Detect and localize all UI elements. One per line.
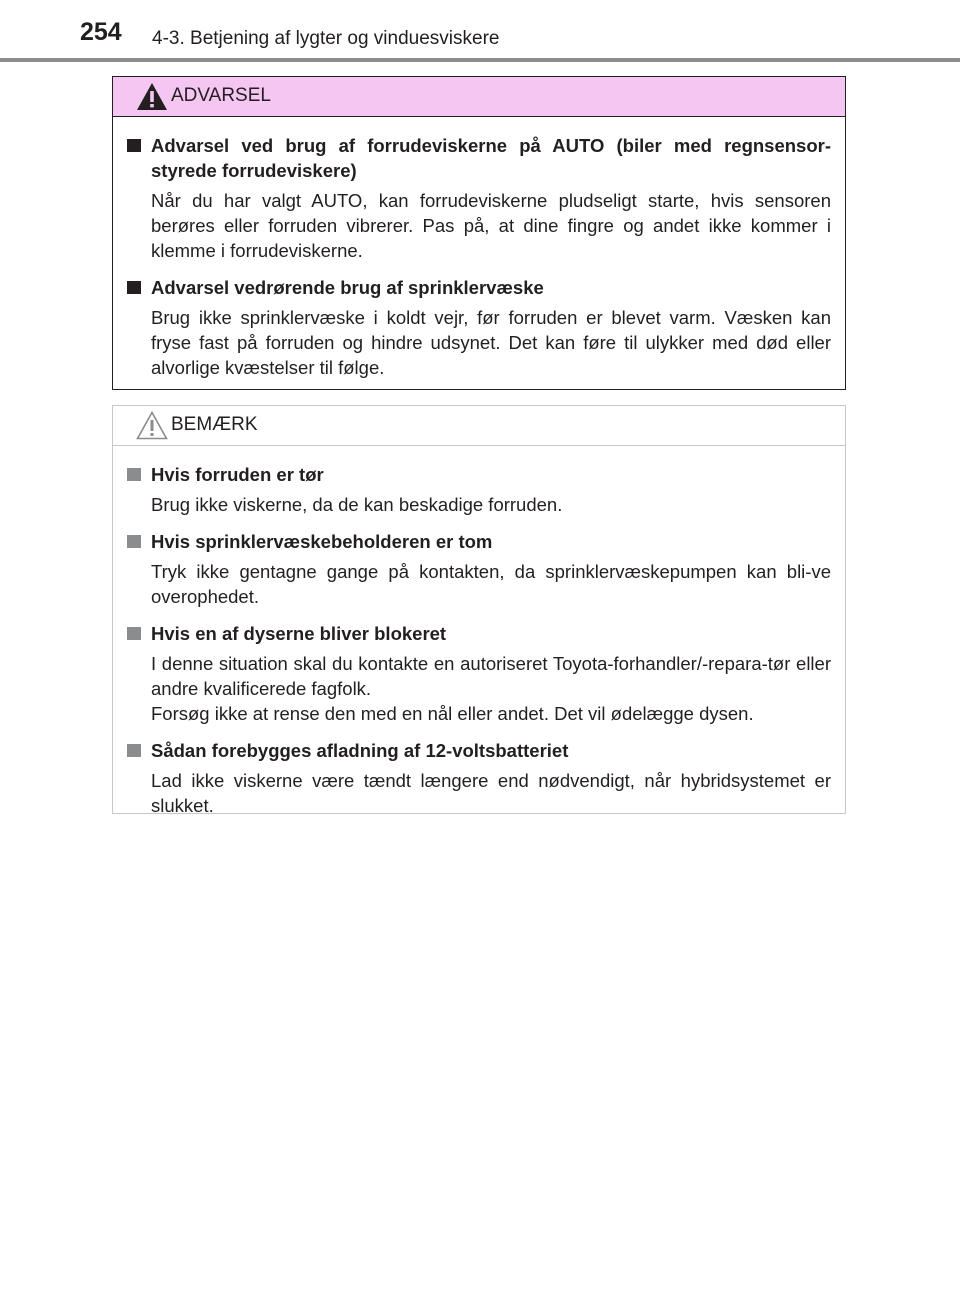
square-bullet-icon [127,139,141,152]
notice-item [127,621,831,726]
notice-item-title: Hvis sprinklervæskebeholderen er tom [151,531,493,552]
notice-body [113,446,845,818]
notice-item-title: Hvis forruden er tør [151,464,324,485]
warning-item-title: Advarsel ved brug af forrudeviskerne på AUTO (biler med regnsensor-styrede forrudeviskere) [151,135,831,181]
notice-item [127,738,831,818]
warning-triangle-outline-icon [135,410,169,441]
square-bullet-icon [127,744,141,757]
warning-item [127,133,831,263]
warning-triangle-filled-icon [135,81,169,112]
warning-item-title: Advarsel vedrørende brug af sprinklervæske [151,277,544,298]
notice-item-text: Lad ikke viskerne være tændt længere end nødvendigt, når hybridsystemet er slukket. [151,770,831,816]
notice-item-title: Hvis en af dyserne bliver blokeret [151,623,447,644]
notice-item-text: I denne situation skal du kontakte en autoriseret Toyota-forhandler/-repara-tør eller andre kvalificerede fagfolk. [151,653,831,699]
notice-item-text: Brug ikke viskerne, da de kan beskadige forruden. [151,494,563,515]
warning-item-text: Brug ikke sprinklervæske i koldt vejr, før forruden er blevet varm. Væsken kan fryse fast på forruden og hindre udsynet. Det kan føre til ulykker med død eller alvorlige kvæstelser til følge. [151,307,831,378]
square-bullet-icon [127,627,141,640]
notice-item-text: Tryk ikke gentagne gange på kontakten, da sprinklervæskepumpen kan bli-ve overophedet. [151,561,831,607]
notice-item [127,529,831,609]
square-bullet-icon [127,535,141,548]
warning-box [112,76,846,390]
notice-box [112,405,846,814]
warning-item-text: Når du har valgt AUTO, kan forrudeviskerne pludseligt starte, hvis sensoren berøres eller forruden vibrerer. Pas på, at dine fingre og andet ikke kommer i klemme i forrudeviskerne. [151,190,831,261]
notice-item-title: Sådan forebygges afladning af 12-voltsbatteriet [151,740,569,761]
square-bullet-icon [127,281,141,294]
page-header [0,0,960,66]
notice-item [127,462,831,517]
notice-item-text: Forsøg ikke at rense den med en nål eller andet. Det vil ødelægge dysen. [151,703,754,724]
section-title: 4-3. Betjening af lygter og vinduesviskere [152,28,500,49]
warning-label: ADVARSEL [171,85,271,106]
warning-body [113,117,845,380]
notice-box-header [113,406,845,446]
notice-label: BEMÆRK [171,414,258,435]
header-rule [0,58,960,62]
page-number: 254 [80,18,122,46]
square-bullet-icon [127,468,141,481]
warning-box-header [113,77,845,117]
warning-item [127,275,831,380]
